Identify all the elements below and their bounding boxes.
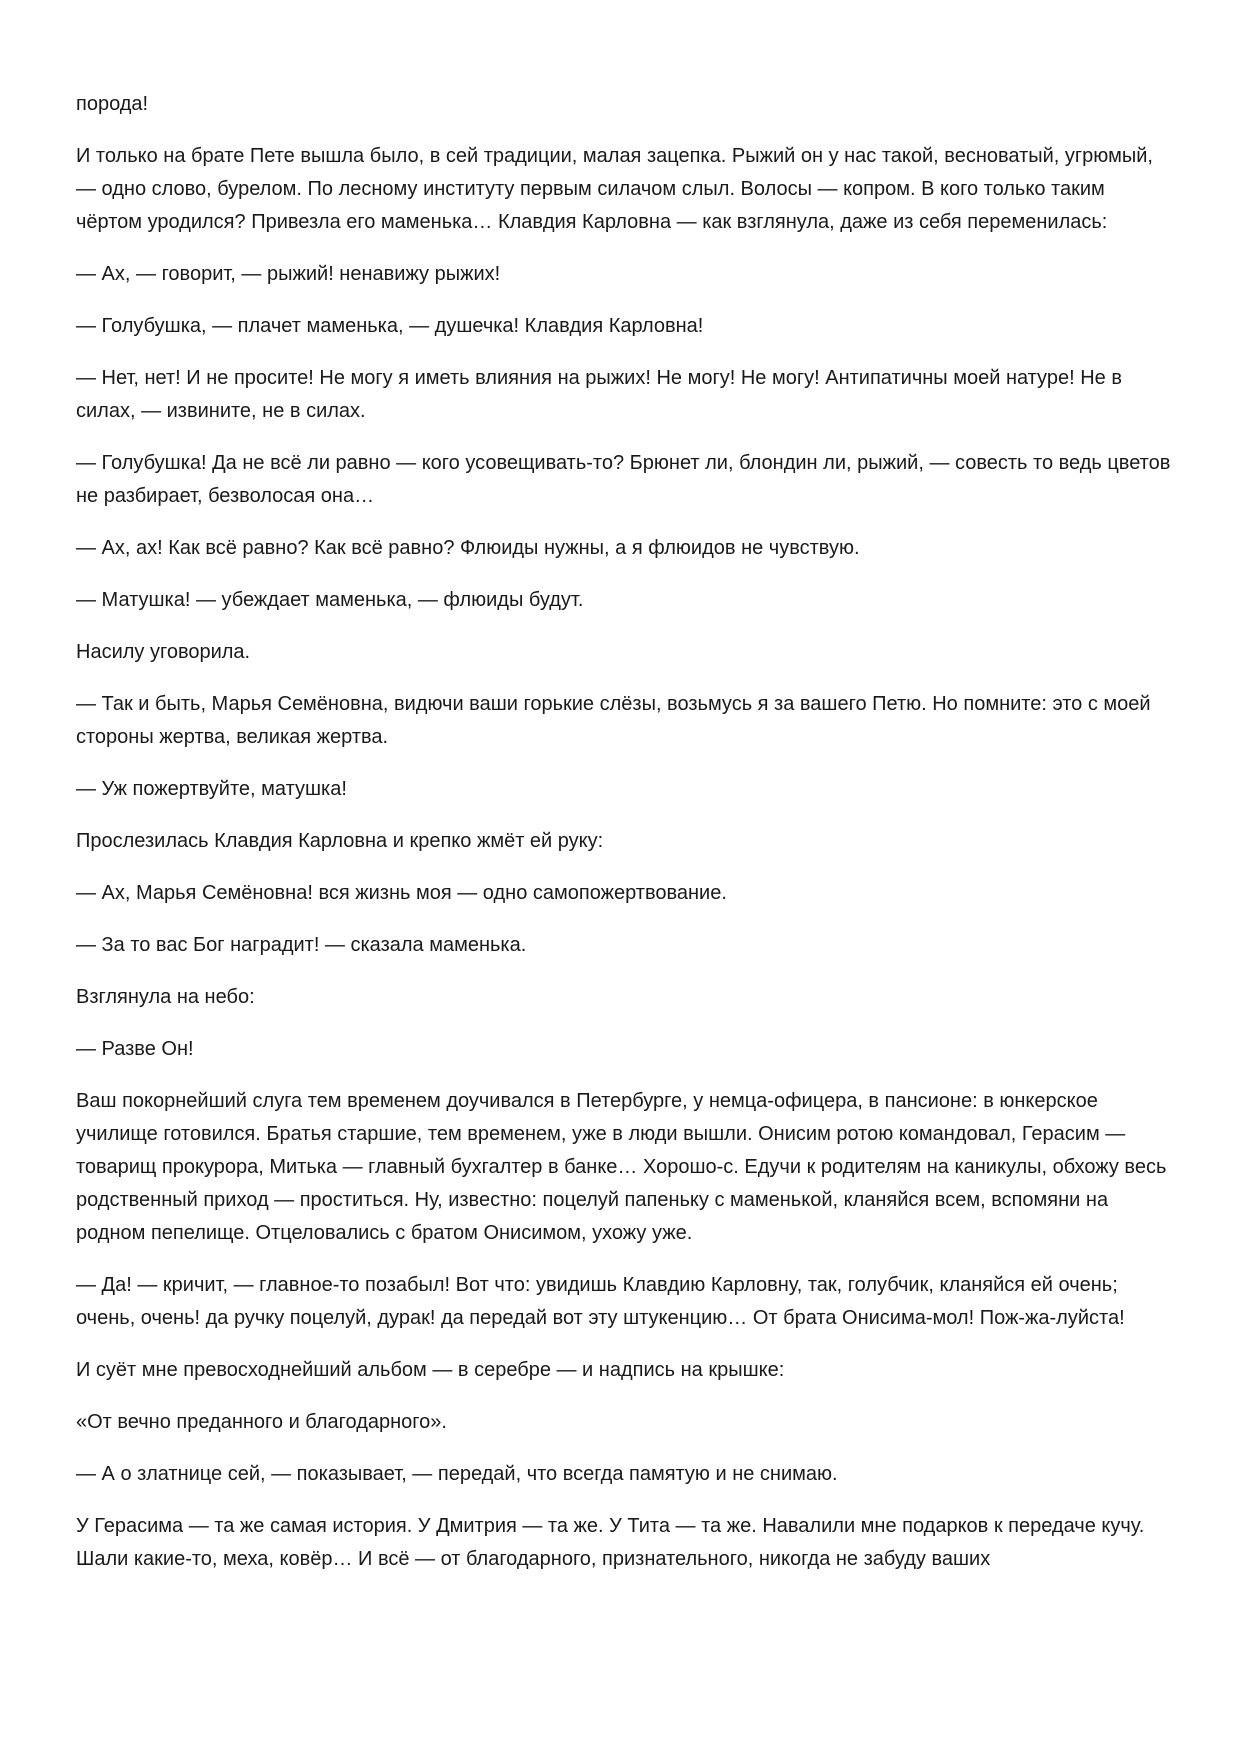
paragraph-10: — Так и быть, Марья Семёновна, видючи ваши горькие слёзы, возьмусь я за вашего Петю. Но помните: это с моей стороны жертва, великая жертва. xyxy=(76,693,1151,748)
paragraph-11: — Уж пожертвуйте, матушка! xyxy=(76,778,347,800)
paragraph-21: — А о златнице сей, — показывает, — передай, что всегда памятую и не снимаю. xyxy=(76,1463,838,1485)
paragraph-17: Ваш покорнейший слуга тем временем доучивался в Петербурге, у немца-офицера, в пансионе: в юнкерское училище готовился. Братья старшие, тем временем, уже в люди вышли. Онисим ротою командовал, Герасим — товарищ прокурора, Митька — главный бухгалтер в банке… Хорошо-с. Едучи к родителям на каникулы, обхожу весь родственный приход — проститься. Ну, известно: поцелуй папеньку с маменькой, кланяйся всем, вспомяни на родном пепелище. Отцеловались с братом Онисимом, ухожу уже. xyxy=(76,1090,1167,1244)
paragraph-4: — Голубушка, — плачет маменька, — душечка! Клавдия Карловна! xyxy=(76,315,704,337)
paragraph-1: порода! xyxy=(76,93,149,115)
paragraph-9: Насилу уговорила. xyxy=(76,641,251,663)
paragraph-14: — За то вас Бог наградит! — сказала маменька. xyxy=(76,934,527,956)
paragraph-13: — Ах, Марья Семёновна! вся жизнь моя — одно самопожертвование. xyxy=(76,882,727,904)
paragraph-12: Прослезилась Клавдия Карловна и крепко жмёт ей руку: xyxy=(76,830,604,852)
paragraph-19: И суёт мне превосходнейший альбом — в серебре — и надпись на крышке: xyxy=(76,1359,785,1381)
paragraph-16: — Разве Он! xyxy=(76,1038,194,1060)
document-page xyxy=(76,88,1172,1595)
paragraph-22: У Герасима — та же самая история. У Дмитрия — та же. У Тита — та же. Навалили мне подарков к передаче кучу. Шали какие-то, меха, ковёр… И всё — от благодарного, признательного, никогда не забуду ваших xyxy=(76,1515,1145,1570)
paragraph-2: И только на брате Пете вышла было, в сей традиции, малая зацепка. Рыжий он у нас такой, весноватый, угрюмый, — одно слово, бурелом. По лесному институту первым силачом слыл. Волосы — копром. В кого только таким чёртом уродился? Привезла его маменька… Клавдия Карловна — как взглянула, даже из себя переменилась: xyxy=(76,145,1153,233)
paragraph-7: — Ах, ах! Как всё равно? Как всё равно? Флюиды нужны, а я флюидов не чувствую. xyxy=(76,537,860,559)
paragraph-18: — Да! — кричит, — главное-то позабыл! Вот что: увидишь Клавдию Карловну, так, голубчик, кланяйся ей очень; очень, очень! да ручку поцелуй, дурак! да передай вот эту штукенцию… От брата Онисима-мол! Пож-жа-луйста! xyxy=(76,1274,1125,1329)
paragraph-5: — Нет, нет! И не просите! Не могу я иметь влияния на рыжих! Не могу! Не могу! Антипатичны моей натуре! Не в силах, — извините, не в силах. xyxy=(76,367,1122,422)
paragraph-3: — Ах, — говорит, — рыжий! ненавижу рыжих! xyxy=(76,263,501,285)
paragraph-15: Взглянула на небо: xyxy=(76,986,255,1008)
paragraph-8: — Матушка! — убеждает маменька, — флюиды будут. xyxy=(76,589,584,611)
paragraph-6: — Голубушка! Да не всё ли равно — кого усовещивать-то? Брюнет ли, блондин ли, рыжий, — совесть то ведь цветов не разбирает, безволосая она… xyxy=(76,452,1171,507)
paragraph-20: «От вечно преданного и благодарного». xyxy=(76,1411,447,1433)
